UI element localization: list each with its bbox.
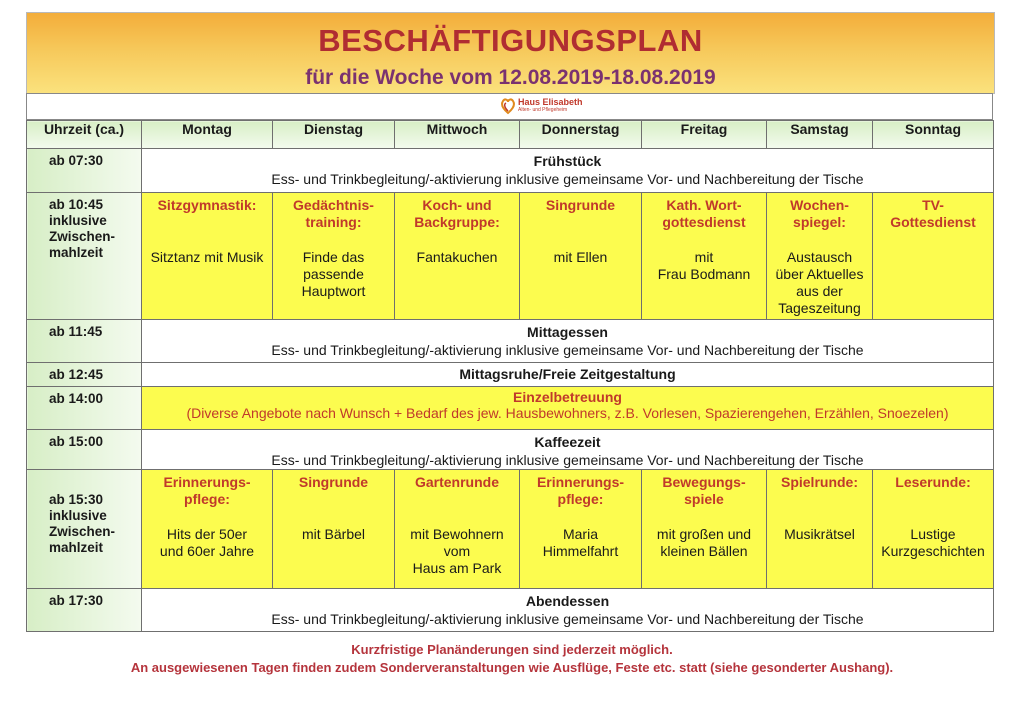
activity-content — [395, 470, 519, 576]
table-row — [27, 193, 994, 320]
activity-content — [520, 193, 641, 265]
activity-description-line: vom — [443, 543, 471, 559]
table-row — [27, 430, 994, 470]
activity-cell — [767, 193, 873, 320]
time-line: mahlzeit — [49, 540, 104, 555]
footnote-line-2: An ausgewiesenen Tagen finden zudem Sonderveranstaltungen wie Ausflüge, Feste etc. statt (siehe gesonderter Aushang). — [130, 660, 894, 675]
activity-description-line: Lustige — [910, 526, 956, 542]
column-header: Mittwoch — [395, 121, 520, 149]
meal-description: Ess- und Trinkbegleitung/-aktivierung inklusive gemeinsame Vor- und Nachbereitung der Tische — [271, 342, 864, 358]
activity-cell — [395, 470, 520, 589]
schedule-table — [26, 120, 994, 632]
activity-title: Erinnerungs- — [163, 474, 251, 490]
time-cell: ab 11:45 — [27, 320, 142, 363]
logo-subtitle: Alten- und Pflegeheim — [518, 107, 568, 113]
activity-content — [873, 470, 993, 559]
activity-description-line: Maria — [562, 526, 598, 542]
time-cell — [27, 193, 142, 320]
time-cell: ab 12:45 — [27, 363, 142, 387]
activity-content — [273, 470, 394, 542]
activity-content — [142, 470, 272, 559]
logo-name: Haus Elisabeth — [518, 97, 583, 107]
activity-cell — [767, 470, 873, 589]
activity-description — [767, 526, 872, 543]
activity-description-line: passende — [303, 266, 364, 282]
column-header: Samstag — [767, 121, 873, 149]
activity-title: pflege: — [184, 491, 230, 507]
activity-description-line: Hits der 50er — [166, 526, 248, 542]
activity-title: training: — [305, 214, 362, 230]
activity-description-line: Musikrätsel — [784, 526, 855, 542]
activity-description — [395, 249, 519, 266]
activity-cell — [142, 193, 273, 320]
activity-description-line: mit Bewohnern — [410, 526, 504, 542]
activity-description-line: Hauptwort — [301, 283, 366, 299]
activity-title: Gottesdienst — [890, 214, 976, 230]
activity-description-line: Tageszeitung — [778, 300, 861, 316]
meal-title: Mittagessen — [527, 324, 608, 340]
time-cell: ab 15:00 — [27, 430, 142, 470]
activity-title: spiegel: — [793, 214, 846, 230]
meal-title: Frühstück — [533, 153, 602, 169]
column-header: Montag — [142, 121, 273, 149]
activity-description-line: über Aktuelles — [775, 266, 864, 282]
activity-description-line: Austausch — [786, 249, 853, 265]
activity-title: Backgruppe: — [414, 214, 500, 230]
activity-title: spiele — [684, 491, 724, 507]
activity-description-line: Frau Bodmann — [657, 266, 751, 282]
activity-title: gottesdienst — [662, 214, 746, 230]
header-banner — [26, 12, 995, 94]
activity-content — [395, 193, 519, 265]
meal-cell — [142, 430, 994, 470]
time-line: inklusive — [49, 213, 107, 228]
page-title: BESCHÄFTIGUNGSPLAN — [318, 23, 703, 58]
activity-description-line: Finde das — [302, 249, 365, 265]
activity-description — [642, 249, 766, 283]
column-header: Donnerstag — [520, 121, 642, 149]
meal-title: Kaffeezeit — [534, 434, 601, 450]
time-cell: ab 14:00 — [27, 387, 142, 430]
rest-title: Mittagsruhe/Freie Zeitgestaltung — [459, 366, 676, 382]
meal-title: Abendessen — [525, 593, 610, 609]
activity-description-line: mit Ellen — [553, 249, 608, 265]
activity-title: Singrunde — [545, 197, 616, 213]
activity-description — [873, 526, 993, 560]
activity-description-line: Fantakuchen — [416, 249, 498, 265]
logo-bar — [26, 93, 993, 120]
time-cell — [27, 470, 142, 589]
activity-cell — [520, 470, 642, 589]
activity-title: Wochen- — [790, 197, 849, 213]
activity-content — [767, 470, 872, 542]
meal-description: Ess- und Trinkbegleitung/-aktivierung inklusive gemeinsame Vor- und Nachbereitung der Tische — [271, 171, 864, 187]
meal-description: Ess- und Trinkbegleitung/-aktivierung inklusive gemeinsame Vor- und Nachbereitung der Tische — [271, 452, 864, 468]
activity-description-line: aus der — [796, 283, 843, 299]
time-line: ab 15:30 — [49, 492, 104, 507]
activity-title: Gedächtnis- — [293, 197, 374, 213]
heart-logo-icon — [500, 97, 516, 115]
activity-content — [520, 470, 641, 559]
time-line: inklusive — [49, 508, 107, 523]
column-header: Dienstag — [273, 121, 395, 149]
time-cell: ab 07:30 — [27, 149, 142, 193]
activity-description — [142, 249, 272, 266]
individual-care-description: (Diverse Angebote nach Wunsch + Bedarf des jew. Hausbewohners, z.B. Vorlesen, Spazierengehen, Erzählen, Snoezelen) — [186, 405, 949, 421]
table-row — [27, 363, 994, 387]
activity-description-line: mit — [694, 249, 714, 265]
meal-cell — [142, 149, 994, 193]
time-line: ab 10:45 — [49, 197, 104, 212]
activity-description — [767, 249, 872, 317]
table-row — [27, 470, 994, 589]
individual-care-title: Einzelbetreuung — [513, 389, 622, 405]
activity-description — [520, 249, 641, 266]
table-row — [27, 320, 994, 363]
activity-title: Koch- und — [422, 197, 492, 213]
activity-title: Erinnerungs- — [536, 474, 625, 490]
header-row — [27, 121, 994, 149]
time-line: Zwischen- — [49, 229, 116, 244]
activity-title: Leserunde: — [895, 474, 971, 490]
activity-description — [520, 526, 641, 560]
activity-title: Spielrunde: — [780, 474, 858, 490]
activity-description-line: und 60er Jahre — [159, 543, 255, 559]
activity-title: Kath. Wort- — [666, 197, 742, 213]
page-subtitle: für die Woche vom 12.08.2019-18.08.2019 — [305, 66, 716, 89]
activity-cell — [142, 470, 273, 589]
activity-content — [142, 193, 272, 265]
activity-cell — [642, 470, 767, 589]
table-row — [27, 149, 994, 193]
activity-description-line: mit Bärbel — [301, 526, 366, 542]
activity-content — [273, 193, 394, 299]
activity-content — [642, 193, 766, 282]
meal-cell — [142, 589, 994, 632]
activity-cell — [642, 193, 767, 320]
activity-title: Sitzgymnastik: — [157, 197, 257, 213]
activity-title: Bewegungs- — [662, 474, 746, 490]
activity-title: TV- — [922, 197, 944, 213]
logo — [500, 97, 600, 117]
meal-cell — [142, 320, 994, 363]
activity-description — [142, 526, 272, 560]
time-line: mahlzeit — [49, 245, 104, 260]
activity-cell — [873, 470, 994, 589]
activity-description-line: Kurzgeschichten — [881, 543, 985, 559]
table-row — [27, 387, 994, 430]
footnote-line-1: Kurzfristige Planänderungen sind jederzeit möglich. — [351, 642, 673, 657]
table-row — [27, 589, 994, 632]
column-header: Uhrzeit (ca.) — [27, 121, 142, 149]
activity-cell — [520, 193, 642, 320]
activity-description-line: mit großen und — [656, 526, 752, 542]
activity-description-line: Sitztanz mit Musik — [150, 249, 264, 265]
activity-description — [273, 249, 394, 300]
activity-cell — [273, 193, 395, 320]
activity-cell — [873, 193, 994, 320]
activity-title: pflege: — [557, 491, 604, 507]
time-cell: ab 17:30 — [27, 589, 142, 632]
activity-description-line: Himmelfahrt — [542, 543, 619, 559]
activity-content — [642, 470, 766, 559]
time-line: Zwischen- — [49, 524, 116, 539]
activity-content — [767, 193, 872, 316]
activity-content — [873, 193, 993, 231]
activity-description — [642, 526, 766, 560]
activity-cell — [273, 470, 395, 589]
activity-title: Singrunde — [298, 474, 369, 490]
activity-description-line: Haus am Park — [412, 560, 502, 576]
column-header: Freitag — [642, 121, 767, 149]
activity-description — [273, 526, 394, 543]
column-header: Sonntag — [873, 121, 994, 149]
rest-cell — [142, 363, 994, 387]
activity-cell — [395, 193, 520, 320]
activity-description-line: kleinen Bällen — [660, 543, 748, 559]
meal-description: Ess- und Trinkbegleitung/-aktivierung inklusive gemeinsame Vor- und Nachbereitung der Tische — [271, 611, 864, 627]
individual-care-cell — [142, 387, 994, 430]
activity-title: Gartenrunde — [414, 474, 499, 490]
activity-description — [395, 526, 519, 577]
